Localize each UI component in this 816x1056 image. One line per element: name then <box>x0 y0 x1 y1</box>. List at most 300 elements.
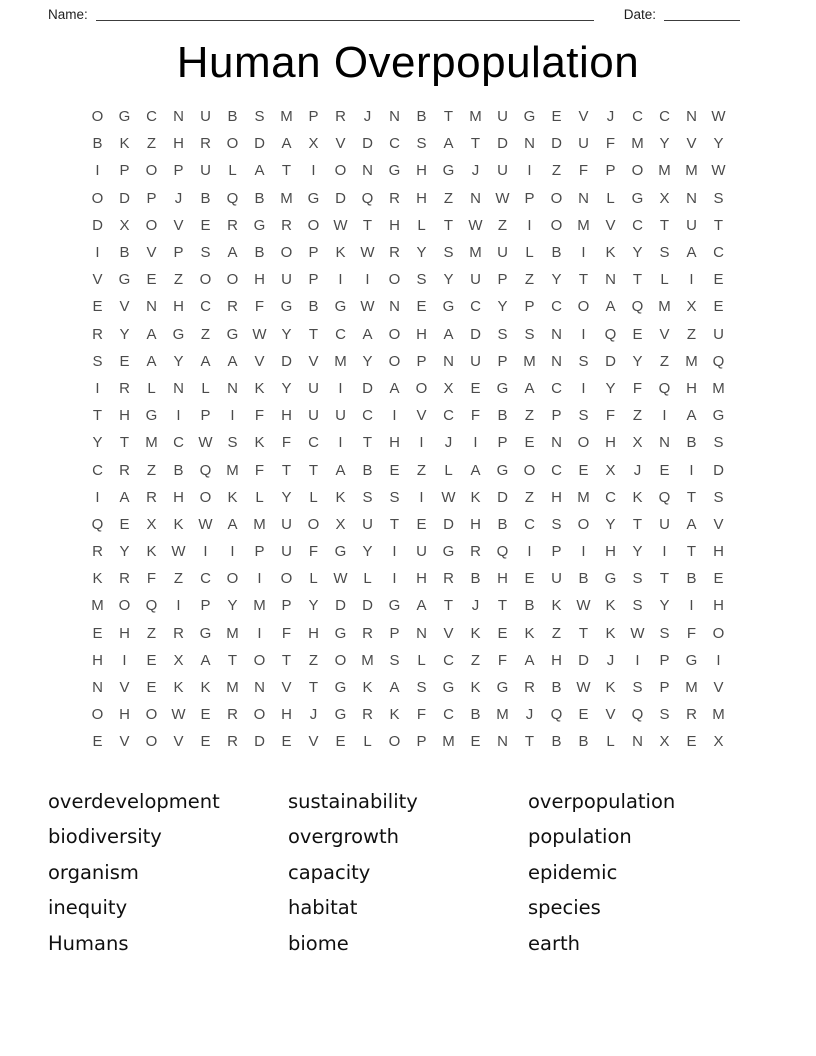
grid-letter: R <box>281 216 292 234</box>
grid-letter: M <box>226 624 239 642</box>
grid-letter: U <box>470 271 481 289</box>
grid-letter: O <box>712 624 725 642</box>
grid-letter: E <box>416 298 427 316</box>
grid-letter: K <box>632 488 643 506</box>
grid-letter: C <box>308 434 319 452</box>
grid-letter: P <box>551 407 562 425</box>
grid-letter: D <box>362 379 373 397</box>
grid-letter: M <box>280 189 293 207</box>
grid-letter: R <box>119 461 130 479</box>
grid-letter: H <box>605 543 616 561</box>
grid-letter: E <box>92 298 103 316</box>
grid-letter: R <box>173 624 184 642</box>
page-title: Human Overpopulation <box>176 38 640 87</box>
grid-letter: W <box>711 162 726 180</box>
grid-letter: T <box>686 488 697 506</box>
grid-letter: H <box>713 543 724 561</box>
grid-letter: O <box>145 216 158 234</box>
grid-letter: Q <box>199 461 212 479</box>
grid-letter: G <box>496 379 509 397</box>
grid-letter: I <box>95 162 100 180</box>
grid-letter: Q <box>226 189 239 207</box>
grid-letter: G <box>334 679 347 697</box>
grid-letter: P <box>497 352 508 370</box>
word-list <box>0 784 816 962</box>
grid-letter: V <box>254 352 265 370</box>
grid-letter: I <box>635 651 640 669</box>
grid-letter: X <box>146 515 157 533</box>
grid-letter: M <box>361 651 374 669</box>
grid-letter: P <box>524 189 535 207</box>
grid-letter: B <box>200 189 211 207</box>
grid-letter: C <box>443 407 454 425</box>
grid-letter: P <box>416 352 427 370</box>
grid-letter: K <box>470 488 481 506</box>
grid-letter: U <box>497 162 508 180</box>
grid-letter: E <box>200 733 211 751</box>
grid-letter: H <box>416 570 427 588</box>
grid-letter: S <box>497 325 508 343</box>
grid-letter: I <box>311 162 316 180</box>
grid-letter: S <box>578 352 589 370</box>
grid-letter: H <box>389 216 400 234</box>
grid-letter: E <box>389 461 400 479</box>
grid-letter: G <box>442 679 455 697</box>
grid-letter: B <box>308 298 319 316</box>
word-list-item: biome <box>288 931 349 955</box>
grid-letter: O <box>226 570 239 588</box>
grid-letter: B <box>551 679 562 697</box>
grid-letter: X <box>632 434 643 452</box>
grid-letter: J <box>363 108 372 126</box>
grid-letter: I <box>419 434 424 452</box>
grid-letter: S <box>578 407 589 425</box>
grid-letter: H <box>551 651 562 669</box>
grid-letter: L <box>444 461 453 479</box>
grid-letter: N <box>443 352 454 370</box>
grid-letter: T <box>686 543 697 561</box>
grid-letter: T <box>578 271 589 289</box>
grid-letter: D <box>713 461 724 479</box>
grid-letter: R <box>227 733 238 751</box>
grid-letter: H <box>254 271 265 289</box>
grid-letter: A <box>227 244 238 262</box>
grid-letter: H <box>470 515 481 533</box>
grid-letter: N <box>146 298 157 316</box>
grid-letter: C <box>362 407 373 425</box>
grid-letter: L <box>363 733 372 751</box>
grid-letter: G <box>388 597 401 615</box>
grid-letter: A <box>227 352 238 370</box>
grid-letter: I <box>581 543 586 561</box>
word-list-item: population <box>528 825 632 849</box>
grid-letter: N <box>551 352 562 370</box>
grid-letter: V <box>146 244 157 262</box>
grid-letter: I <box>95 379 100 397</box>
grid-letter: E <box>578 461 589 479</box>
grid-letter: W <box>576 597 591 615</box>
grid-letter: O <box>253 651 266 669</box>
grid-letter: S <box>632 570 643 588</box>
grid-letter: T <box>119 434 130 452</box>
grid-letter: G <box>118 108 131 126</box>
grid-letter: C <box>659 108 670 126</box>
grid-letter: C <box>632 216 643 234</box>
grid-letter: M <box>226 461 239 479</box>
grid-letter: Q <box>604 325 617 343</box>
grid-letter: T <box>443 597 454 615</box>
grid-letter: G <box>280 298 293 316</box>
grid-letter: U <box>551 570 562 588</box>
grid-letter: M <box>145 434 158 452</box>
grid-letter: A <box>605 298 616 316</box>
grid-letter: W <box>495 189 510 207</box>
grid-letter: M <box>577 216 590 234</box>
grid-letter: I <box>581 325 586 343</box>
grid-letter: H <box>119 706 130 724</box>
grid-letter: N <box>173 108 184 126</box>
grid-letter: E <box>659 461 670 479</box>
grid-letter: X <box>173 651 184 669</box>
grid-letter: E <box>335 733 346 751</box>
grid-letter: C <box>605 488 616 506</box>
grid-letter: M <box>334 352 347 370</box>
grid-letter: O <box>388 325 401 343</box>
grid-letter: E <box>524 434 535 452</box>
grid-letter: N <box>578 189 589 207</box>
grid-letter: V <box>119 733 130 751</box>
grid-letter: A <box>362 325 373 343</box>
grid-letter: Z <box>200 325 211 343</box>
grid-letter: O <box>145 162 158 180</box>
grid-letter: Y <box>551 271 562 289</box>
grid-letter: J <box>444 434 453 452</box>
word-list-item: Humans <box>48 931 129 955</box>
grid-letter: J <box>525 706 534 724</box>
grid-letter: G <box>442 162 455 180</box>
grid-letter: Y <box>227 597 238 615</box>
grid-letter: G <box>199 624 212 642</box>
grid-letter: G <box>685 651 698 669</box>
grid-letter: A <box>443 325 454 343</box>
grid-letter: C <box>92 461 103 479</box>
grid-letter: G <box>307 189 320 207</box>
grid-letter: X <box>713 733 724 751</box>
grid-letter: O <box>577 298 590 316</box>
grid-letter: M <box>442 733 455 751</box>
grid-letter: R <box>443 570 454 588</box>
grid-letter: R <box>389 189 400 207</box>
grid-letter: N <box>632 733 643 751</box>
grid-letter: Y <box>713 135 724 153</box>
grid-letter: W <box>576 679 591 697</box>
grid-letter: S <box>551 515 562 533</box>
grid-letter: I <box>392 407 397 425</box>
grid-letter: B <box>416 108 427 126</box>
grid-letter: P <box>524 298 535 316</box>
grid-letter: A <box>146 352 157 370</box>
grid-letter: X <box>686 298 697 316</box>
grid-letter: U <box>713 325 724 343</box>
grid-letter: E <box>146 679 157 697</box>
grid-letter: Y <box>173 352 184 370</box>
grid-letter: O <box>226 271 239 289</box>
grid-letter: F <box>578 162 589 180</box>
grid-letter: B <box>551 244 562 262</box>
grid-letter: I <box>338 271 343 289</box>
grid-letter: Z <box>173 570 184 588</box>
grid-letter: I <box>527 216 532 234</box>
grid-letter: P <box>308 244 319 262</box>
grid-letter: Q <box>712 352 725 370</box>
word-list-item: species <box>528 896 601 920</box>
grid-letter: F <box>146 570 157 588</box>
grid-letter: U <box>281 271 292 289</box>
grid-letter: C <box>551 461 562 479</box>
grid-letter: K <box>92 570 103 588</box>
grid-letter: Q <box>631 706 644 724</box>
grid-letter: N <box>389 298 400 316</box>
grid-letter: U <box>497 244 508 262</box>
grid-letter: I <box>473 434 478 452</box>
grid-letter: A <box>470 461 481 479</box>
grid-letter: G <box>631 189 644 207</box>
grid-letter: M <box>685 352 698 370</box>
grid-letter: K <box>389 706 400 724</box>
grid-letter: E <box>632 325 643 343</box>
grid-letter: A <box>227 515 238 533</box>
grid-letter: T <box>308 461 319 479</box>
grid-letter: T <box>632 271 643 289</box>
grid-letter: G <box>334 543 347 561</box>
grid-letter: I <box>689 597 694 615</box>
word-list-item: overpopulation <box>528 789 676 813</box>
grid-letter: I <box>419 488 424 506</box>
grid-letter: F <box>254 407 265 425</box>
grid-letter: L <box>417 651 426 669</box>
grid-letter: P <box>389 624 400 642</box>
grid-letter: D <box>254 135 265 153</box>
grid-letter: V <box>443 624 454 642</box>
grid-letter: Y <box>92 434 103 452</box>
grid-letter: Y <box>308 597 319 615</box>
grid-letter: N <box>605 271 616 289</box>
grid-letter: Y <box>119 543 130 561</box>
grid-letter: I <box>662 543 667 561</box>
grid-letter: D <box>362 135 373 153</box>
grid-letter: W <box>198 515 213 533</box>
grid-letter: Y <box>443 271 454 289</box>
grid-letter: O <box>226 135 239 153</box>
grid-letter: D <box>335 597 346 615</box>
grid-letter: M <box>685 679 698 697</box>
grid-letter: L <box>606 733 615 751</box>
grid-letter: E <box>119 352 130 370</box>
grid-letter: E <box>713 570 724 588</box>
grid-letter: K <box>605 597 616 615</box>
grid-letter: N <box>416 624 427 642</box>
grid-letter: S <box>416 271 427 289</box>
grid-letter: Z <box>686 325 697 343</box>
grid-letter: P <box>254 543 265 561</box>
grid-letter: U <box>416 543 427 561</box>
grid-letter: K <box>335 244 346 262</box>
grid-letter: F <box>416 706 427 724</box>
grid-letter: I <box>122 651 127 669</box>
grid-letter: K <box>605 624 616 642</box>
grid-letter: B <box>470 706 481 724</box>
grid-letter: Q <box>91 515 104 533</box>
grid-letter: R <box>470 543 481 561</box>
grid-letter: H <box>497 570 508 588</box>
grid-letter: O <box>631 162 644 180</box>
grid-letter: O <box>577 434 590 452</box>
grid-letter: G <box>253 216 266 234</box>
grid-letter: P <box>200 407 211 425</box>
grid-letter: A <box>119 488 130 506</box>
grid-letter: X <box>659 189 670 207</box>
grid-letter: C <box>551 379 562 397</box>
grid-letter: M <box>280 108 293 126</box>
grid-letter: P <box>173 244 184 262</box>
grid-letter: Z <box>632 407 643 425</box>
grid-letter: J <box>471 597 480 615</box>
grid-letter: J <box>606 651 615 669</box>
grid-letter: W <box>441 488 456 506</box>
word-list-item: overgrowth <box>288 825 399 849</box>
grid-letter: K <box>605 679 616 697</box>
grid-letter: S <box>389 488 400 506</box>
grid-letter: P <box>308 271 319 289</box>
grid-letter: F <box>497 651 508 669</box>
grid-letter: P <box>281 597 292 615</box>
grid-letter: B <box>578 570 589 588</box>
grid-letter: T <box>443 216 454 234</box>
grid-letter: M <box>226 679 239 697</box>
grid-letter: U <box>497 108 508 126</box>
grid-letter: V <box>173 733 184 751</box>
grid-letter: T <box>281 162 292 180</box>
grid-letter: O <box>577 515 590 533</box>
grid-letter: W <box>711 108 726 126</box>
grid-letter: Q <box>550 706 563 724</box>
grid-letter: B <box>470 570 481 588</box>
grid-letter: N <box>551 434 562 452</box>
grid-letter: K <box>605 244 616 262</box>
grid-letter: Y <box>605 379 616 397</box>
grid-letter: A <box>686 515 697 533</box>
grid-letter: I <box>176 597 181 615</box>
grid-letter: I <box>689 271 694 289</box>
grid-letter: L <box>363 570 372 588</box>
grid-letter: B <box>254 189 265 207</box>
grid-letter: O <box>388 352 401 370</box>
grid-letter: P <box>119 162 130 180</box>
grid-letter: T <box>578 624 589 642</box>
grid-letter: A <box>254 162 265 180</box>
grid-letter: V <box>119 679 130 697</box>
word-list-item: earth <box>528 931 580 955</box>
grid-letter: Q <box>658 379 671 397</box>
grid-letter: P <box>659 679 670 697</box>
grid-letter: W <box>630 624 645 642</box>
grid-letter: N <box>551 325 562 343</box>
grid-letter: S <box>362 488 373 506</box>
grid-letter: E <box>524 570 535 588</box>
grid-letter: O <box>523 461 536 479</box>
grid-letter: I <box>338 379 343 397</box>
grid-letter: U <box>362 515 373 533</box>
grid-letter: T <box>470 135 481 153</box>
grid-letter: Z <box>146 624 157 642</box>
grid-letter: K <box>470 679 481 697</box>
grid-letter: E <box>497 624 508 642</box>
grid-letter: K <box>551 597 562 615</box>
grid-letter: S <box>713 189 724 207</box>
grid-letter: W <box>360 298 375 316</box>
grid-letter: O <box>388 733 401 751</box>
grid-letter: S <box>524 325 535 343</box>
grid-letter: F <box>470 407 481 425</box>
grid-letter: T <box>659 570 670 588</box>
grid-letter: V <box>308 733 319 751</box>
grid-letter: V <box>605 216 616 234</box>
grid-letter: D <box>335 189 346 207</box>
grid-letter: L <box>417 216 426 234</box>
grid-letter: T <box>281 651 292 669</box>
word-list-column <box>528 784 768 962</box>
grid-letter: V <box>119 298 130 316</box>
grid-letter: Y <box>659 597 670 615</box>
grid-letter: I <box>662 407 667 425</box>
grid-letter: U <box>200 162 211 180</box>
grid-letter: L <box>525 244 534 262</box>
grid-letter: M <box>253 597 266 615</box>
grid-letter: Y <box>416 244 427 262</box>
grid-letter: K <box>254 379 265 397</box>
grid-letter: V <box>713 515 724 533</box>
grid-letter: L <box>660 271 669 289</box>
grid-letter: Z <box>416 461 427 479</box>
grid-letter: A <box>686 244 697 262</box>
grid-letter: A <box>335 461 346 479</box>
grid-letter: F <box>254 298 265 316</box>
grid-letter: H <box>605 434 616 452</box>
grid-letter: Z <box>551 162 562 180</box>
grid-letter: E <box>470 733 481 751</box>
grid-letter: O <box>550 216 563 234</box>
grid-letter: O <box>91 706 104 724</box>
grid-letter: R <box>146 488 157 506</box>
grid-letter: L <box>606 189 615 207</box>
grid-letter: M <box>469 244 482 262</box>
grid-letter: N <box>470 189 481 207</box>
grid-letter: N <box>389 108 400 126</box>
grid-letter: T <box>524 733 535 751</box>
grid-letter: I <box>176 407 181 425</box>
grid-letter: Z <box>659 352 670 370</box>
grid-letter: N <box>362 162 373 180</box>
grid-letter: K <box>470 624 481 642</box>
grid-letter: J <box>174 189 183 207</box>
grid-letter: G <box>712 407 725 425</box>
grid-letter: H <box>119 624 130 642</box>
grid-letter: Z <box>524 271 535 289</box>
grid-letter: O <box>415 379 428 397</box>
grid-letter: E <box>119 515 130 533</box>
word-list-item: inequity <box>48 896 128 920</box>
grid-letter: U <box>308 379 319 397</box>
